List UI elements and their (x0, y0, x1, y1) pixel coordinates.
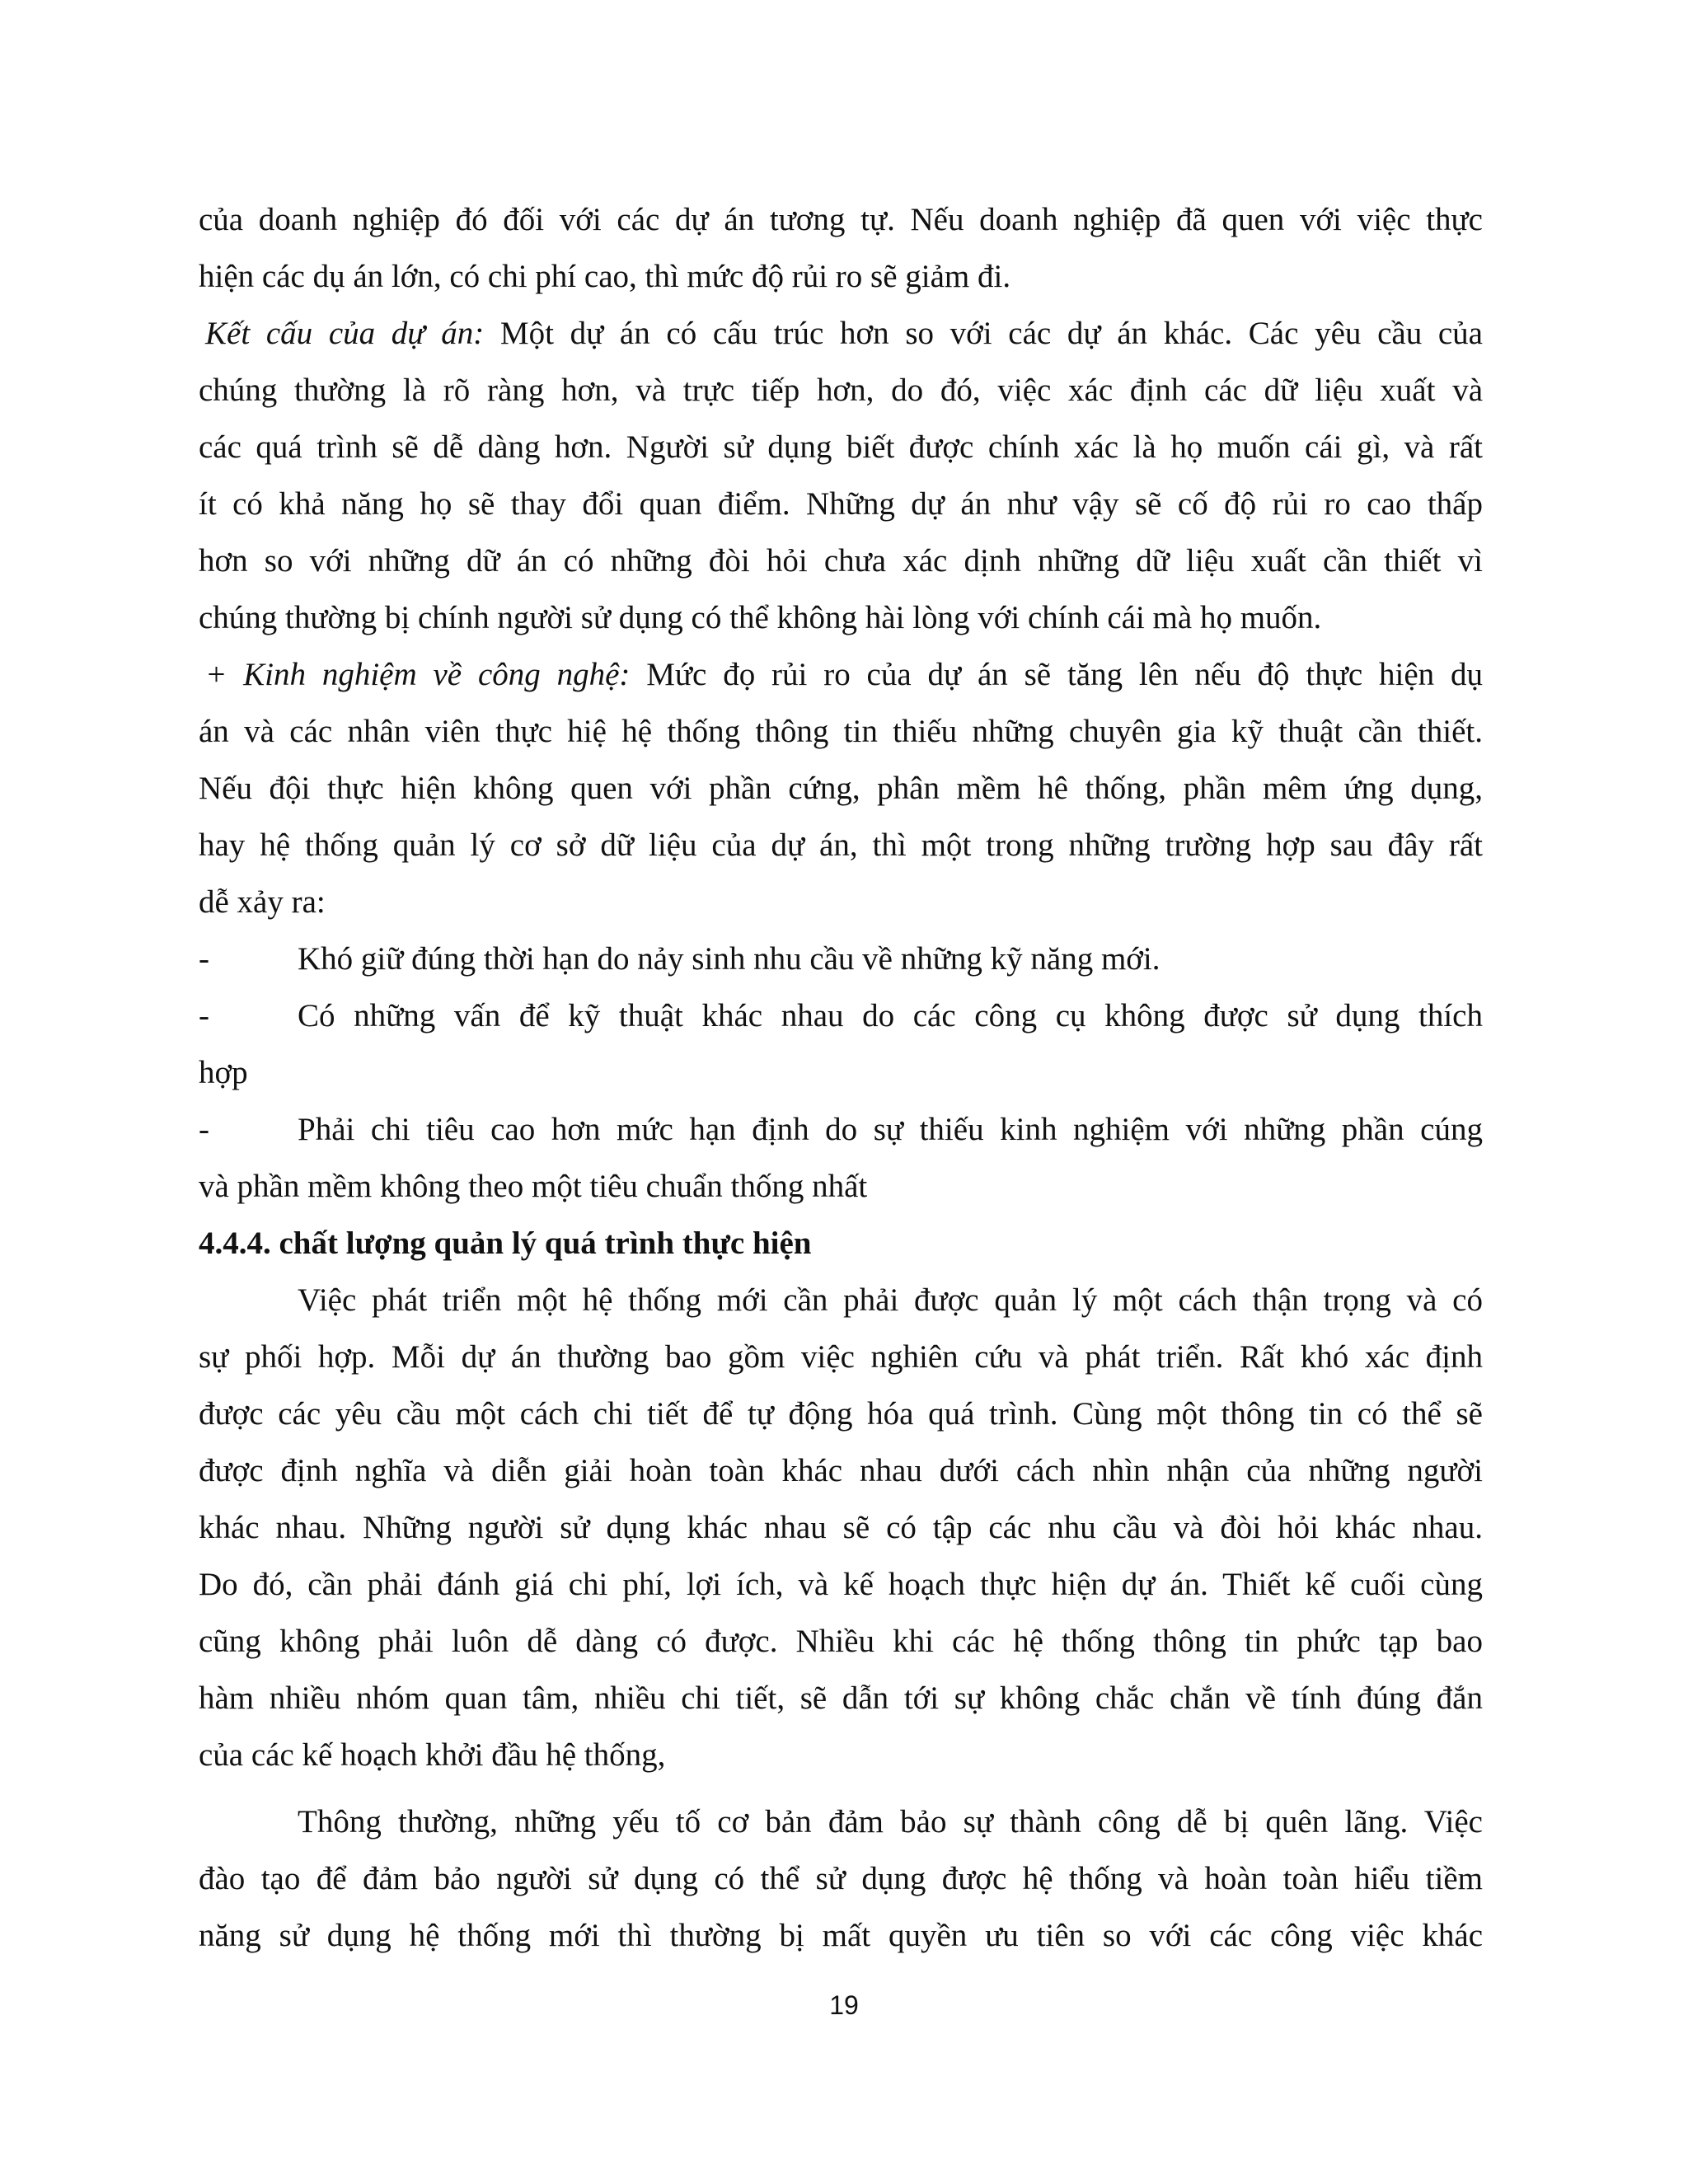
text-line: của các kế hoạch khởi đầu hệ thống, (199, 1737, 666, 1773)
bullet-dash: - (199, 998, 209, 1033)
text-line: hiện các dụ án lớn, có chi phí cao, thì mức độ rủi ro sẽ giảm đi. (199, 259, 1011, 294)
text-line: chúng thường là rõ ràng hơn, và trực tiếp hơn, do đó, việc xác định các dữ liệu xuất và (199, 373, 1483, 408)
text-line: các quá trình sẽ dễ dàng hơn. Người sử dụng biết được chính xác là họ muốn cái gì, và rất (199, 429, 1483, 465)
bullet-text: Phải chi tiêu cao hơn mức hạn định do sự thiếu kinh nghiệm với những phần cúng (298, 1112, 1483, 1147)
list-item (199, 1101, 1483, 1158)
bullet-text: Khó giữ đúng thời hạn do nảy sinh nhu cầu về những kỹ năng mới. (298, 941, 1160, 977)
text-line: hơn so với những dữ án có những đòi hỏi chưa xác dịnh những dữ liệu xuất cần thiết vì (199, 543, 1483, 579)
page-number: 19 (829, 1990, 859, 2020)
text-line: hợp (199, 1055, 248, 1090)
text-line (199, 305, 1483, 362)
text-line: Việc phát triển một hệ thống mới cần phải được quản lý một cách thận trọng và có (298, 1282, 1483, 1318)
text-line: được các yêu cầu một cách chi tiết để tự động hóa quá trình. Cùng một thông tin có thể sẽ (199, 1396, 1483, 1432)
text-line: dễ xảy ra: (199, 884, 326, 920)
text-line: ít có khả năng họ sẽ thay đổi quan điểm. Những dự án như vậy sẽ cố độ rủi ro cao thấp (199, 486, 1483, 522)
bullet-dash: - (199, 941, 209, 977)
page-body (199, 191, 1483, 1964)
text-run: Một dự án có cấu trúc hơn so với các dự án khác. Các yêu cầu của (484, 316, 1483, 351)
text-line: đào tạo để đảm bảo người sử dụng có thể sử dụng được hệ thống và hoàn toàn hiểu tiềm (199, 1861, 1483, 1896)
text-line: sự phối hợp. Mỗi dự án thường bao gồm việc nghiên cứu và phát triển. Rất khó xác định (199, 1339, 1483, 1375)
bullet-text: Có những vấn để kỹ thuật khác nhau do các công cụ không được sử dụng thích (298, 998, 1483, 1033)
term-structure: Kết cấu của dự án: (205, 316, 485, 351)
text-line: cũng không phải luôn dễ dàng có được. Nhiều khi các hệ thống thông tin phức tạp bao (199, 1624, 1483, 1659)
text-line: án và các nhân viên thực hiệ hệ thống thông tin thiếu những chuyên gia kỹ thuật cần thiết. (199, 714, 1483, 749)
list-item (199, 987, 1483, 1044)
text-run: Mức đọ rủi ro của dự án sẽ tăng lên nếu độ thực hiện dụ (630, 657, 1484, 692)
list-item (199, 930, 1483, 987)
text-line: Do đó, cần phải đánh giá chi phí, lợi ích, và kế hoạch thực hiện dự án. Thiết kế cuối cùng (199, 1567, 1483, 1602)
text-line: khác nhau. Những người sử dụng khác nhau sẽ có tập các nhu cầu và đòi hỏi khác nhau. (199, 1510, 1483, 1545)
text-line: hàm nhiều nhóm quan tâm, nhiều chi tiết, sẽ dẫn tới sự không chắc chắn về tính đúng đắn (199, 1680, 1483, 1716)
text-line: và phần mềm không theo một tiêu chuẩn thống nhất (199, 1169, 868, 1204)
section-heading: 4.4.4. chất lượng quản lý quá trình thực hiện (199, 1226, 812, 1261)
text-line: hay hệ thống quản lý cơ sở dữ liệu của dự án, thì một trong những trường hợp sau đây rất (199, 827, 1483, 863)
text-line: Nếu đội thực hiện không quen với phần cứng, phân mềm hê thống, phần mêm ứng dụng, (199, 771, 1483, 806)
term-technology-experience: + Kinh nghiệm về công nghệ: (205, 657, 631, 692)
text-line: của doanh nghiệp đó đối với các dự án tương tự. Nếu doanh nghiệp đã quen với việc thực (199, 202, 1483, 237)
text-line (199, 646, 1483, 703)
text-line: được định nghĩa và diễn giải hoàn toàn khác nhau dưới cách nhìn nhận của những người (199, 1453, 1483, 1488)
text-line: chúng thường bị chính người sử dụng có thể không hài lòng với chính cái mà họ muốn. (199, 600, 1322, 635)
text-line: Thông thường, những yếu tố cơ bản đảm bảo sự thành công dễ bị quên lãng. Việc (298, 1804, 1483, 1840)
text-line: năng sử dụng hệ thống mới thì thường bị mất quyền ưu tiên so với các công việc khác (199, 1918, 1483, 1953)
bullet-dash: - (199, 1112, 209, 1147)
